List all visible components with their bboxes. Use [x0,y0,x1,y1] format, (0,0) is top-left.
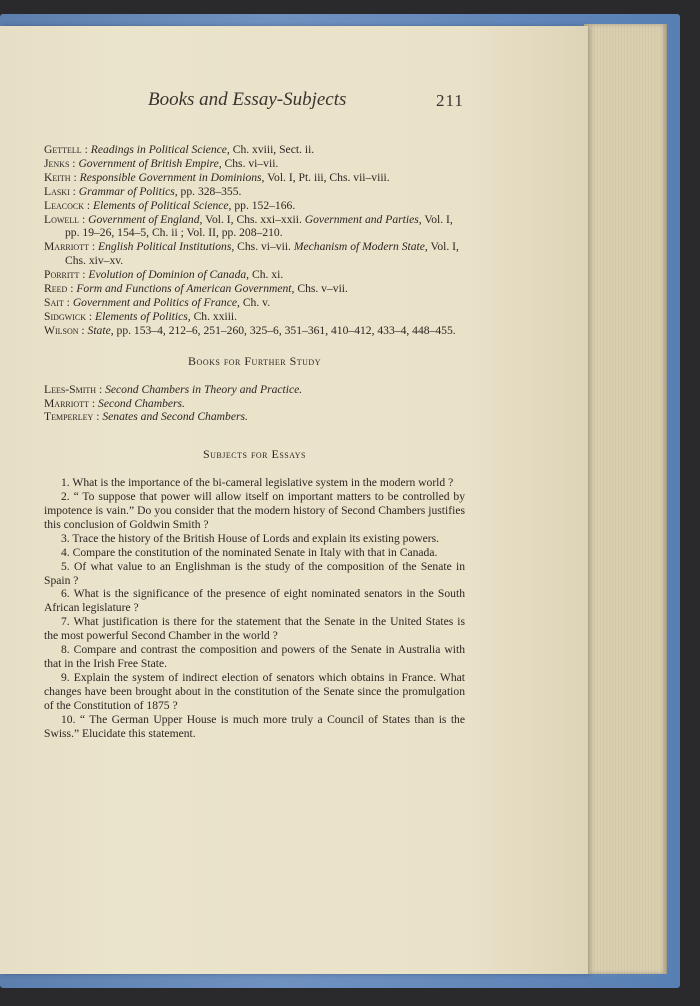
reference-location: Vol. I, Chs. xiv–xv. [65,240,459,268]
reference-title: Government of England, [88,212,203,226]
reference-entry: Sait : Government and Politics of France, Ch. v. [44,295,271,309]
essay-question: 3. Trace the history of the British House of Lords and explain its existing powers. [61,531,440,545]
reference-location: Chs. vi–vii. [221,156,279,170]
reference-entry: Marriott : English Political Institutions, Chs. vi–vii. Mechanism of Modern State, Vol. I, Chs. xiv–xv. [44,240,459,268]
reference-title: Form and Functions of American Government, [76,282,295,296]
reference-author: Laski [44,184,70,198]
reference-entry: Jenks : Government of British Empire, Chs. vi–vii. [44,156,279,170]
running-head-title: Books and Essay-Subjects [148,89,347,110]
reference-location: pp. 153–4, 212–6, 251–260, 325–6, 351–361, 410–412, 433–4, 448–455. [113,323,456,337]
essay-question: 4. Compare the constitution of the nominated Senate in Italy with that in Canada. [61,545,438,559]
reference-title: Readings in Political Science, [90,143,230,156]
reference-location: Vol. I, Pt. iii, Chs. vii–viii. [264,170,390,184]
reference-entry: Leacock : Elements of Political Science, pp. 152–166. [44,198,296,212]
page-text [44,143,465,740]
essays-heading: Subjects for Essays [202,447,307,462]
reference-author: Reed [44,282,68,296]
essay-questions-list [44,476,465,740]
running-head [0,89,588,115]
essay-question: 2. “ To suppose that power will allow itself on important matters to be controlled by impotence is vain.” Do you consider that the modern history of Second Chambers justifies this conclusion of Goldwin Smith ? [44,490,465,531]
reference-author: Lees-Smith [44,382,97,396]
reference-entry: Laski : Grammar of Politics, pp. 328–355. [44,184,242,198]
reference-title: Government and Parties, [304,212,422,226]
reference-entry: Gettell : Readings in Political Science, Ch. xviii, Sect. ii. [44,143,315,156]
reference-title: Responsible Government in Dominions, [79,170,265,184]
reference-author: Wilson [44,323,79,337]
reference-location: Ch. xi. [249,268,284,282]
reference-entry: Sidgwick : Elements of Politics, Ch. xxiii. [44,309,238,323]
reference-author: Temperley [44,410,94,424]
reference-title: Grammar of Politics, [78,184,178,198]
reference-location: Ch. xviii, Sect. ii. [229,143,315,156]
reference-location: pp. 328–355. [177,184,242,198]
reference-title: Second Chambers in Theory and Practice. [105,382,303,396]
essay-question: 5. Of what value to an Englishman is the study of the composition of the Senate in Spain ? [44,559,465,587]
reference-author: Marriott [44,240,89,254]
reference-location: Ch. v. [239,295,271,309]
reference-location: pp. 152–166. [231,198,296,212]
reference-title: Mechanism of Modern State, [293,240,428,254]
further-study-entry: Temperley : Senates and Second Chambers. [44,410,248,424]
essay-question: 8. Compare and contrast the composition and powers of the Senate in Australia with that in the Irish Free State. [44,643,465,670]
essay-question: 10. “ The German Upper House is much more truly a Council of States than is the Swiss.” Elucidate this statement. [44,712,465,740]
reference-title: Elements of Politics, [95,309,191,323]
reference-author: Lowell [44,212,80,226]
further-study-entry: Lees-Smith : Second Chambers in Theory and Practice. [44,382,303,396]
reference-location: Chs. vi–vii. [234,240,294,254]
book-page [0,26,588,974]
reference-author: Sait [44,295,64,309]
reference-title: English Political Institutions, [98,240,235,254]
reference-location: Chs. v–vii. [294,282,348,296]
reference-entry: Reed : Form and Functions of American Government, Chs. v–vii. [44,282,348,296]
page-edges [584,24,667,974]
further-study-list [44,383,465,425]
reference-location: Ch. xxiii. [190,309,238,323]
reference-location: Vol. I, pp. 19–26, 154–5, Ch. ii ; Vol. II, pp. 208–210. [65,212,453,240]
further-study-heading: Books for Further Study [188,353,321,368]
reference-author: Keith [44,170,71,184]
further-study-entry: Marriott : Second Chambers. [44,396,185,410]
reference-entry: Lowell : Government of England, Vol. I, Chs. xxi–xxii. Government and Parties, Vol. I, pp. 19–26, 154–5, Ch. ii ; Vol. II, pp. 208–210. [44,212,453,240]
reference-author: Sidgwick [44,309,86,323]
essay-question: 1. What is the importance of the bi-cameral legislative system in the modern world ? [61,476,454,490]
reference-title: Elements of Political Science, [93,198,232,212]
essay-question: 7. What justification is there for the statement that the Senate in the United States is the most powerful Second Chamber in the world ? [44,615,465,643]
reference-entry: Keith : Responsible Government in Dominions, Vol. I, Pt. iii, Chs. vii–viii. [44,170,390,184]
reference-entry: Porritt : Evolution of Dominion of Canada, Ch. xi. [44,268,284,282]
reference-title: Evolution of Dominion of Canada, [88,268,250,282]
essay-question: 9. Explain the system of indirect election of senators which obtains in France. What changes have been brought about in the constitution of the Senate since the promulgation of the Constitution of 1875 ? [44,670,465,712]
reference-list [44,143,465,338]
reference-author: Gettell [44,143,82,156]
reference-author: Jenks [44,156,70,170]
reference-author: Leacock [44,198,84,212]
reference-title: State, [87,323,114,337]
reference-title: Government and Politics of France, [72,295,240,309]
reference-author: Marriott [44,396,89,410]
reference-title: Government of British Empire, [78,156,222,170]
reference-title: Second Chambers. [98,396,185,410]
reference-title: Senates and Second Chambers. [102,410,248,424]
reference-author: Porritt [44,268,80,282]
reference-entry: Wilson : State, pp. 153–4, 212–6, 251–260, 325–6, 351–361, 410–412, 433–4, 448–455. [44,323,456,337]
essay-question: 6. What is the significance of the presence of eight nominated senators in the South African legislature ? [44,587,465,615]
page-number: 211 [436,91,464,110]
reference-location: Vol. I, Chs. xxi–xxii. [202,212,305,226]
